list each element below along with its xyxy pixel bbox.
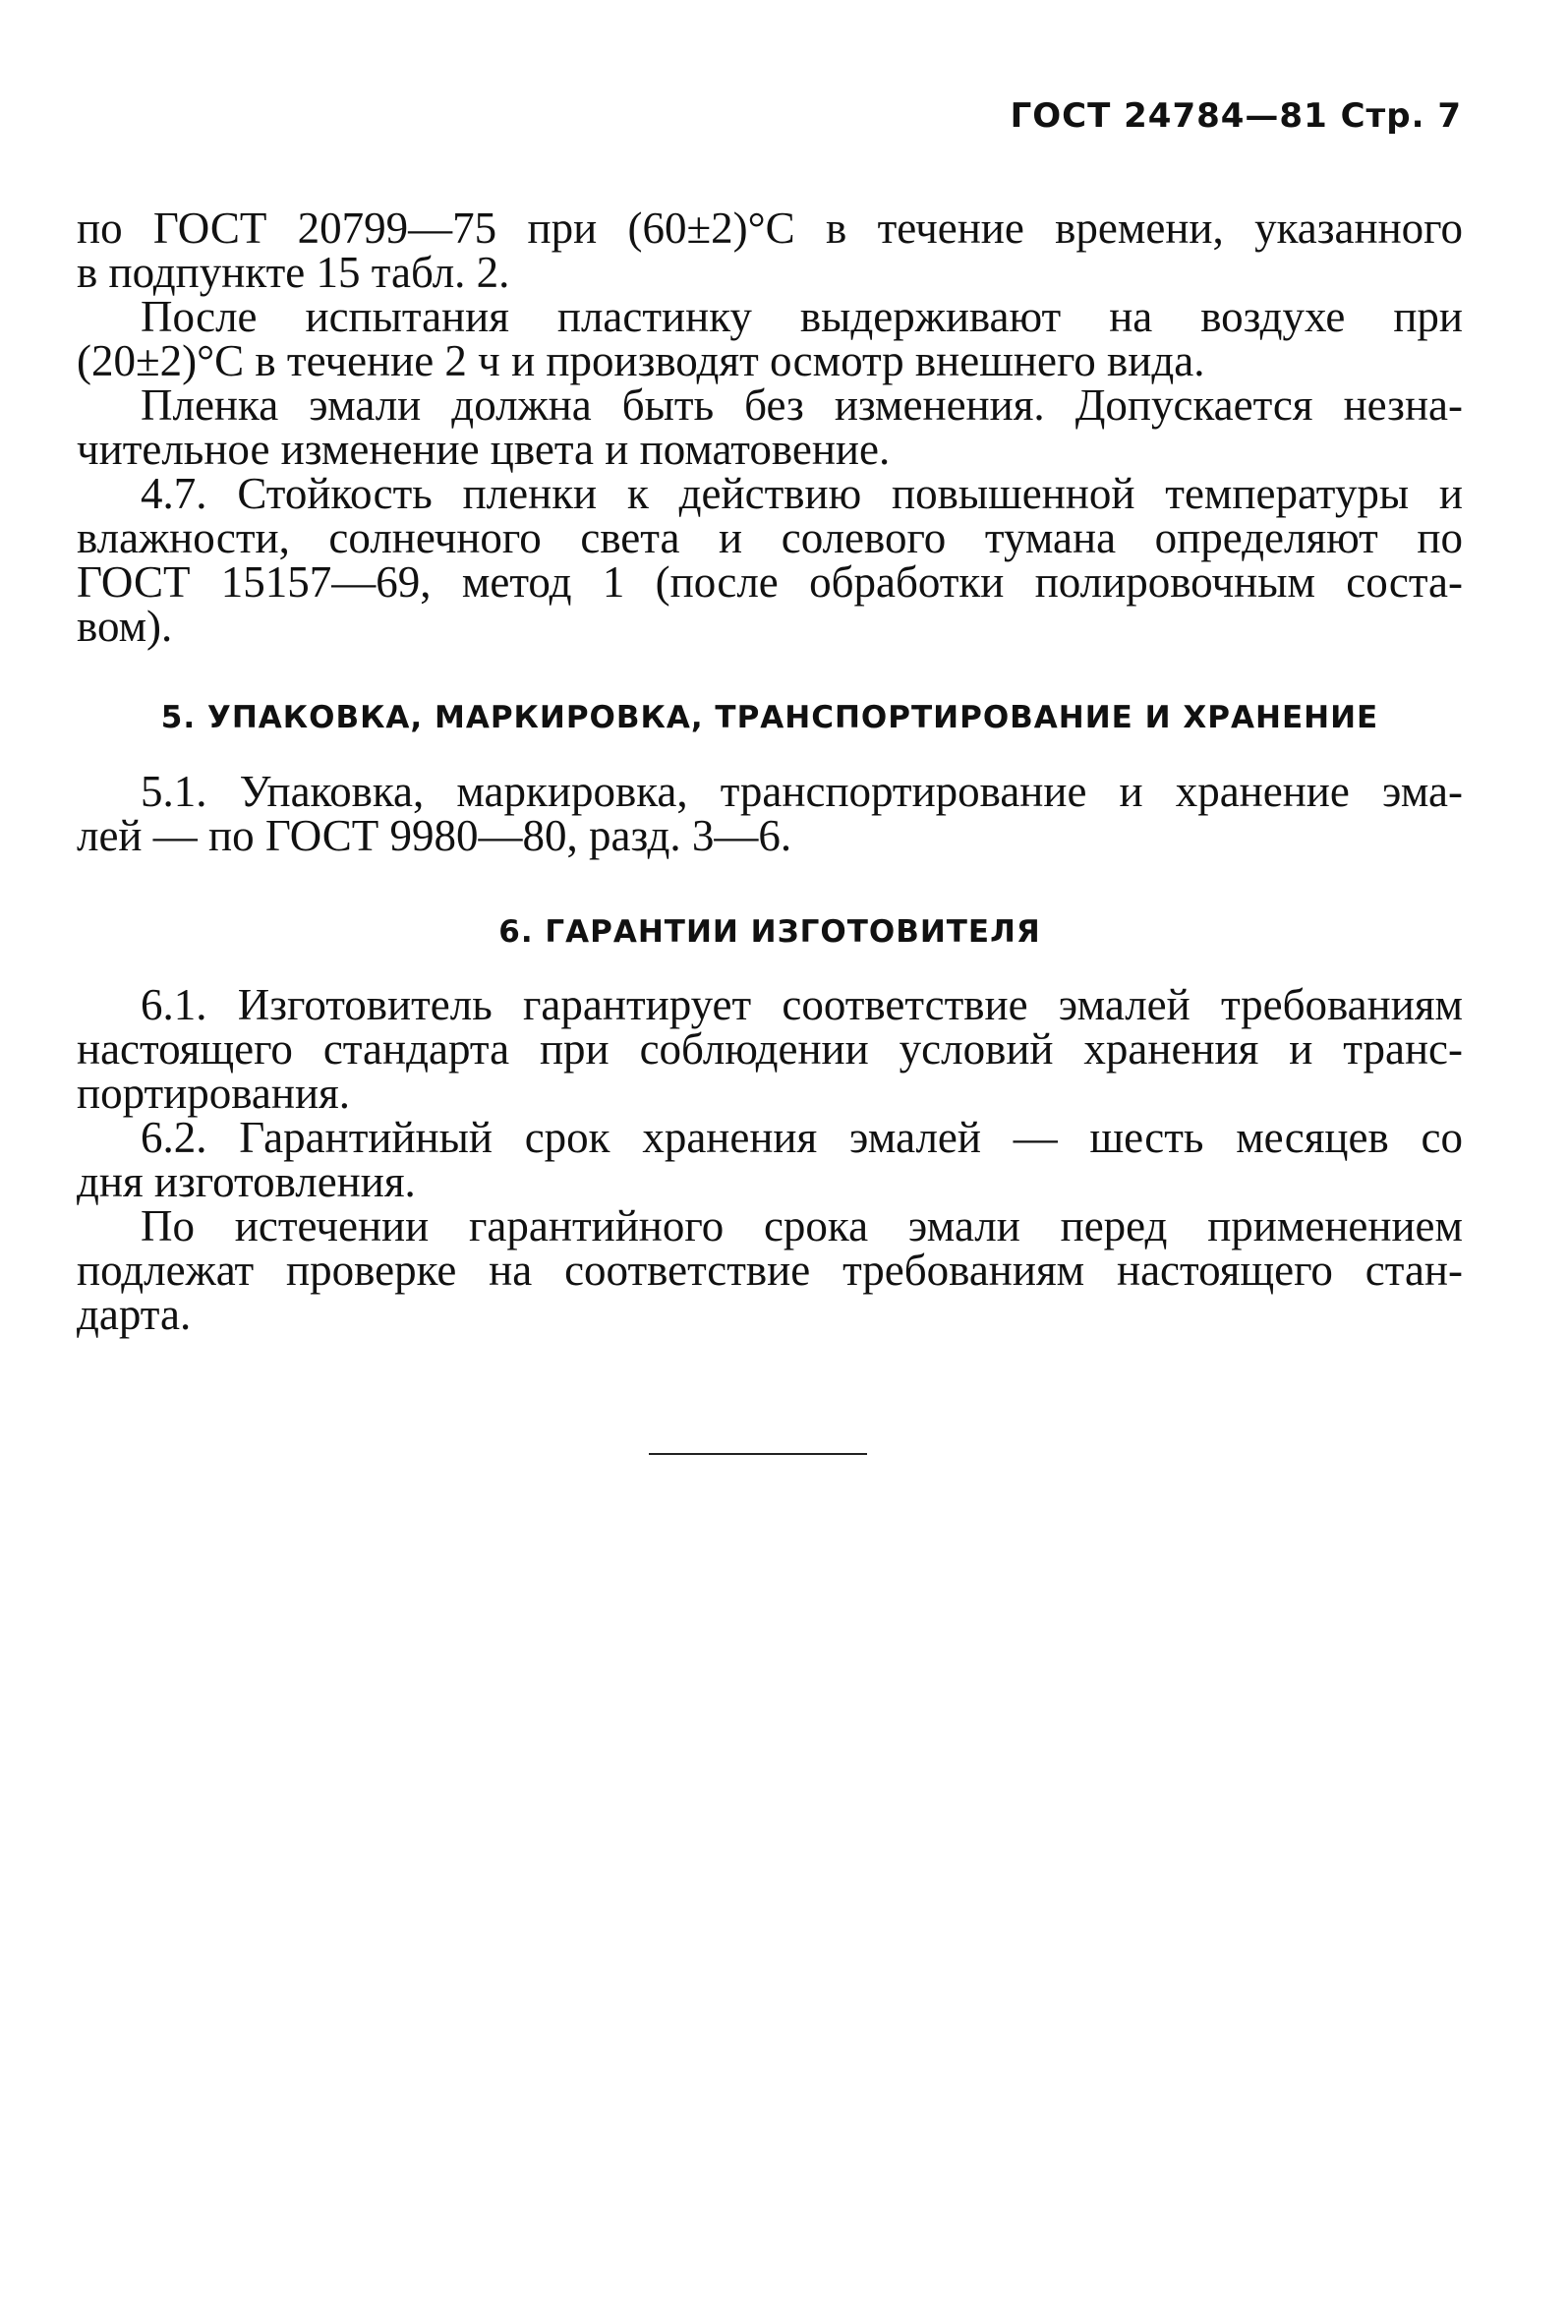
text-line: вом). (77, 602, 173, 651)
text-line: подлежат проверке на соответствие требованиям настоящего стан- (77, 1246, 1463, 1295)
text-line: по ГОСТ 20799—75 при (60±2)°С в течение времени, указанного (77, 203, 1463, 253)
text-line: После испытания пластинку выдерживают на воздухе при (141, 292, 1463, 341)
text-line: чительное изменение цвета и поматовение. (77, 425, 891, 474)
section-5-title: 5. УПАКОВКА, МАРКИРОВКА, ТРАНСПОРТИРОВАНИЕ И ХРАНЕНИЕ (160, 700, 1379, 735)
text-line: лей — по ГОСТ 9980—80, разд. 3—6. (77, 811, 792, 860)
section-6-title: 6. ГАРАНТИИ ИЗГОТОВИТЕЛЯ (498, 914, 1041, 950)
text-line: портирования. (77, 1069, 350, 1118)
text-line: дня изготовления. (77, 1157, 416, 1206)
section-6-body (77, 980, 1463, 1339)
section-5-body (77, 767, 1463, 860)
text-line: в подпункте 15 табл. 2. (77, 248, 510, 297)
paragraph (77, 469, 1463, 651)
text-line: настоящего стандарта при соблюдении условий хранения и транс- (77, 1024, 1463, 1074)
paragraph (77, 1201, 1463, 1339)
text-line: 6.2. Гарантийный срок хранения эмалей — шесть месяцев со (141, 1113, 1463, 1162)
text-line: ГОСТ 15157—69, метод 1 (после обработки полировочным соста- (77, 557, 1463, 607)
text-line: влажности, солнечного света и солевого тумана определяют по (77, 513, 1463, 562)
text-line: (20±2)°С в течение 2 ч и производят осмотр внешнего вида. (77, 336, 1205, 385)
text-line: 4.7. Стойкость пленки к действию повышенной температуры и (141, 469, 1463, 518)
text-line: Пленка эмали должна быть без изменения. Допускается незна- (141, 380, 1463, 430)
paragraph (77, 767, 1463, 860)
page-header: ГОСТ 24784—81 Стр. 7 (1010, 96, 1462, 136)
text-line: 5.1. Упаковка, маркировка, транспортирование и хранение эма- (141, 767, 1463, 816)
section-4-continuation (77, 203, 1463, 651)
text-line: 6.1. Изготовитель гарантирует соответствие эмалей требованиям (141, 980, 1463, 1029)
text-line: По истечении гарантийного срока эмали перед применением (141, 1201, 1463, 1250)
end-rule (649, 1453, 867, 1455)
paragraph (77, 380, 1463, 474)
paragraph (77, 203, 1463, 297)
paragraph (77, 292, 1463, 385)
paragraph (77, 1113, 1463, 1206)
text-line: дарта. (77, 1290, 192, 1339)
paragraph (77, 980, 1463, 1118)
